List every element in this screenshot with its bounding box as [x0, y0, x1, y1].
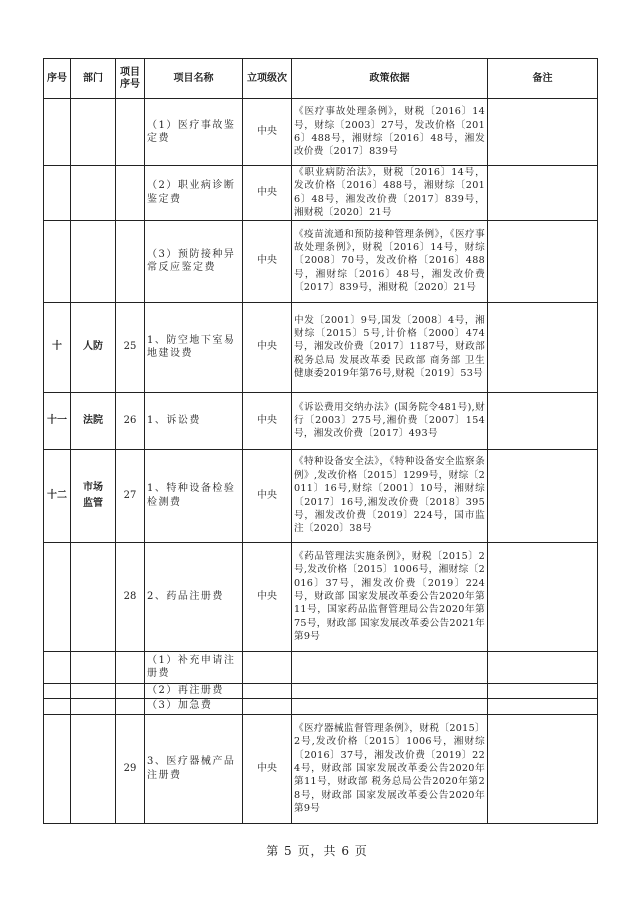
item-name-cell: （1）补充申请注册费 — [145, 651, 243, 683]
item-name-cell: 2、药品注册费 — [145, 542, 243, 651]
item-seq-cell: 25 — [116, 302, 145, 392]
table-row — [44, 449, 598, 542]
table-row — [44, 166, 598, 221]
seq-cell — [44, 99, 71, 166]
level-cell — [243, 683, 292, 698]
table-row — [44, 683, 598, 698]
policy-cell: 《疫苗流通和预防接种管理条例》，《医疗事故处理条例》，财税〔2016〕14号，财综〔2008〕70号，发改价格〔2016〕488号，湘财综〔2016〕48号，湘发改价费〔2017〕839号，湘财税〔2020〕21号 — [292, 220, 488, 302]
remark-cell — [488, 651, 598, 683]
policy-cell — [292, 651, 488, 683]
table-row — [44, 302, 598, 392]
remark-cell — [488, 542, 598, 651]
item-seq-cell: 26 — [116, 392, 145, 449]
dept-cell — [71, 651, 116, 683]
table-row — [44, 392, 598, 449]
table-row — [44, 698, 598, 714]
policy-cell: 《职业病防治法》，财税〔2016〕14号，发改价格〔2016〕488号，湘财综〔2016〕48号，湘发改价费〔2017〕839号，湘财税〔2020〕21号 — [292, 166, 488, 221]
dept-cell: 法院 — [71, 392, 116, 449]
item-name-cell: （1）医疗事故鉴定费 — [145, 99, 243, 166]
header-level: 立项级次 — [243, 59, 292, 99]
seq-cell — [44, 683, 71, 698]
seq-cell: 十 — [44, 302, 71, 392]
seq-cell: 十二 — [44, 449, 71, 542]
item-seq-cell: 29 — [116, 714, 145, 823]
item-name-cell: （2）职业病诊断鉴定费 — [145, 166, 243, 221]
dept-cell: 人防 — [71, 302, 116, 392]
header-remark: 备注 — [488, 59, 598, 99]
dept-cell — [71, 220, 116, 302]
header-seq: 序号 — [44, 59, 71, 99]
table-row — [44, 714, 598, 823]
level-cell: 中央 — [243, 220, 292, 302]
seq-cell — [44, 651, 71, 683]
item-name-cell: （3）预防接种异常反应鉴定费 — [145, 220, 243, 302]
remark-cell — [488, 392, 598, 449]
table-row — [44, 220, 598, 302]
item-seq-cell — [116, 683, 145, 698]
level-cell: 中央 — [243, 542, 292, 651]
table-row — [44, 542, 598, 651]
level-cell: 中央 — [243, 166, 292, 221]
page-footer: 第 5 页，共 6 页 — [266, 844, 368, 858]
header-item-seq: 项目序号 — [116, 59, 145, 99]
item-name-cell: 3、医疗器械产品注册费 — [145, 714, 243, 823]
item-name-cell: 1、特种设备检验检测费 — [145, 449, 243, 542]
item-name-cell: （3）加急费 — [145, 698, 243, 714]
seq-cell — [44, 714, 71, 823]
remark-cell — [488, 449, 598, 542]
policy-cell: 《诉讼费用交纳办法》(国务院令481号),财行〔2003〕275号,湘价费〔2007〕154号，湘发改价费〔2017〕493号 — [292, 392, 488, 449]
dept-cell — [71, 714, 116, 823]
level-cell: 中央 — [243, 714, 292, 823]
dept-cell — [71, 166, 116, 221]
header-item-name: 项目名称 — [145, 59, 243, 99]
item-name-cell: （2）再注册费 — [145, 683, 243, 698]
table-row — [44, 99, 598, 166]
dept-cell: 市场监管 — [71, 449, 116, 542]
item-seq-cell — [116, 698, 145, 714]
seq-cell — [44, 166, 71, 221]
level-cell — [243, 698, 292, 714]
table-header-row — [44, 59, 598, 99]
policy-cell — [292, 698, 488, 714]
policy-cell: 中发〔2001〕9号,国发〔2008〕4号，湘财综〔2015〕5号,计价格〔2000〕474号，湘发改价费〔2017〕1187号，财政部 税务总局 发展改革委 民政部 商务部 卫生健康委2019年第76号,财税〔2019〕53号 — [292, 302, 488, 392]
remark-cell — [488, 698, 598, 714]
item-seq-cell — [116, 166, 145, 221]
policy-cell: 《医疗事故处理条例》，财税〔2016〕14号，财综〔2003〕27号，发改价格〔2016〕488号，湘财综〔2016〕48号，湘发改价费〔2017〕839号 — [292, 99, 488, 166]
seq-cell — [44, 542, 71, 651]
policy-cell: 《药品管理法实施条例》，财税〔2015〕2号,发改价格〔2015〕1006号，湘财综〔2016〕37号，湘发改价费〔2019〕224号，财政部 国家发展改革委公告2020年第11号，国家药品监督管理局公告2020年第75号，财政部 国家发展改革委公告2021年第9号 — [292, 542, 488, 651]
remark-cell — [488, 302, 598, 392]
table-row — [44, 651, 598, 683]
item-seq-cell — [116, 99, 145, 166]
remark-cell — [488, 166, 598, 221]
item-seq-cell: 27 — [116, 449, 145, 542]
level-cell — [243, 651, 292, 683]
seq-cell — [44, 698, 71, 714]
policy-cell: 《特种设备安全法》，《特种设备安全监察条例》,发改价格〔2015〕1299号，财综〔2011〕16号,财综〔2001〕10号，湘财综〔2017〕16号,湘发改价费〔2018〕395号，湘发改价费〔2019〕224号，国市监注〔2020〕38号 — [292, 449, 488, 542]
item-seq-cell — [116, 651, 145, 683]
level-cell: 中央 — [243, 392, 292, 449]
dept-cell — [71, 698, 116, 714]
remark-cell — [488, 220, 598, 302]
level-cell: 中央 — [243, 449, 292, 542]
remark-cell — [488, 714, 598, 823]
seq-cell — [44, 220, 71, 302]
header-dept: 部门 — [71, 59, 116, 99]
header-policy: 政策依据 — [292, 59, 488, 99]
policy-cell — [292, 683, 488, 698]
level-cell: 中央 — [243, 99, 292, 166]
remark-cell — [488, 99, 598, 166]
policy-cell: 《医疗器械监督管理条例》，财税〔2015〕2号,发改价格〔2015〕1006号，湘财综〔2016〕37号，湘发改价费〔2019〕224号，财政部 国家发展改革委公告2020年第11号，财政部 税务总局公告2020年第28号，财政部 国家发展改革委公告2020年第9号 — [292, 714, 488, 823]
fee-policy-table — [43, 58, 598, 824]
dept-cell — [71, 99, 116, 166]
item-seq-cell: 28 — [116, 542, 145, 651]
item-seq-cell — [116, 220, 145, 302]
dept-cell — [71, 683, 116, 698]
item-name-cell: 1、诉讼费 — [145, 392, 243, 449]
level-cell: 中央 — [243, 302, 292, 392]
dept-cell — [71, 542, 116, 651]
remark-cell — [488, 683, 598, 698]
seq-cell: 十一 — [44, 392, 71, 449]
item-name-cell: 1、防空地下室易地建设费 — [145, 302, 243, 392]
